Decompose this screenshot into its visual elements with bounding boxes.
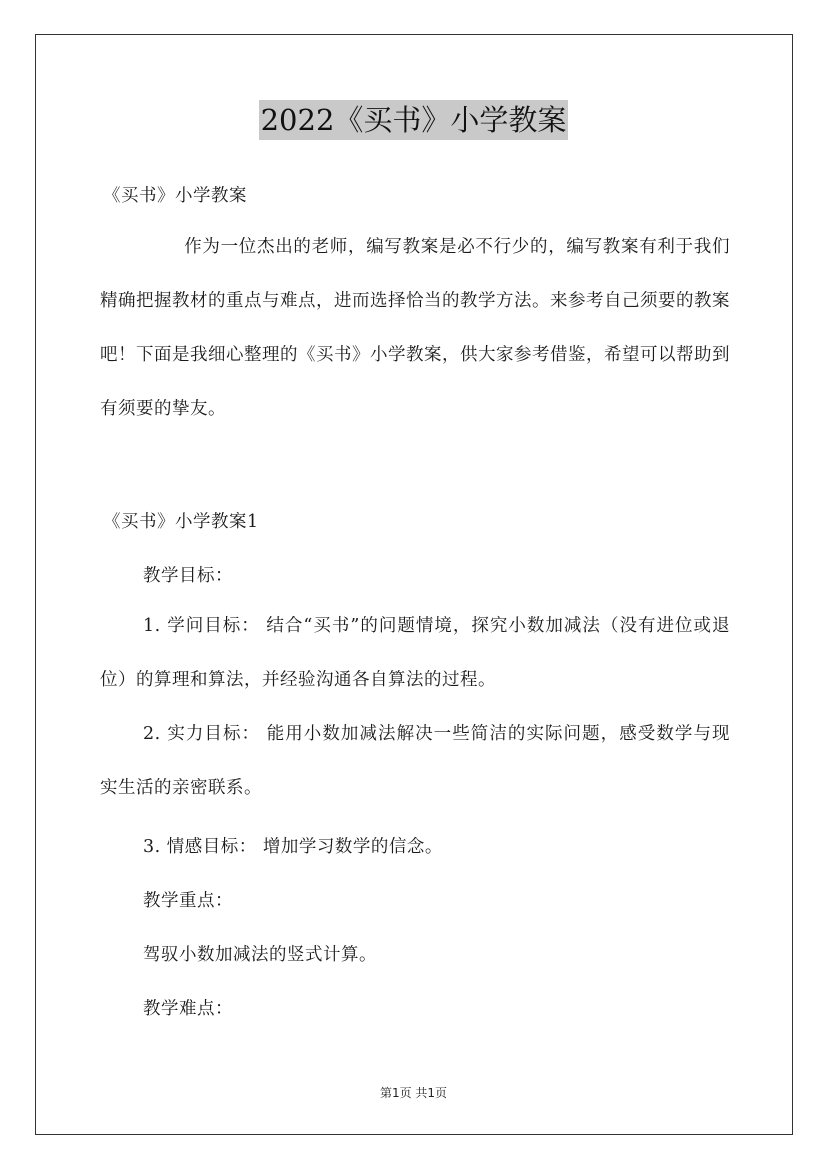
intro-paragraph: [100, 220, 730, 436]
goal-3-text: 3. 情感目标： 增加学习数学的信念。: [143, 837, 443, 857]
page-footer: 第1页 共1页: [379, 1086, 448, 1100]
subtitle: 《买书》小学教案: [103, 186, 247, 206]
section-heading: 《买书》小学教案1: [103, 512, 259, 532]
difficulty-heading: 教学难点：: [143, 999, 233, 1019]
goal-1-paragraph: [100, 599, 730, 707]
goal-2-text: 2. 实力目标： 能用小数加减法解决一些简洁的实际问题，感受数学与现实生活的亲密联系。: [100, 724, 730, 798]
key-text: 驾驭小数加减法的竖式计算。: [143, 945, 377, 965]
key-heading: 教学重点：: [143, 891, 233, 911]
intro-text: 作为一位杰出的老师，编写教案是必不行少的，编写教案有利于我们精确把握教材的重点与难点，进而选择恰当的教学方法。来参考自己须要的教案吧！下面是我细心整理的《买书》小学教案，供大家参考借鉴，希望可以帮助到有须要的挚友。: [100, 237, 730, 419]
goals-heading: 教学目标：: [143, 566, 233, 586]
goal-2-paragraph: [100, 707, 730, 815]
document-title: 2022《买书》小学教案: [259, 100, 569, 140]
title-container: [0, 100, 827, 140]
goal-1-text: 1. 学问目标： 结合“买书”的问题情境，探究小数加减法（没有进位或退位）的算理和算法，并经验沟通各自算法的过程。: [100, 616, 730, 690]
